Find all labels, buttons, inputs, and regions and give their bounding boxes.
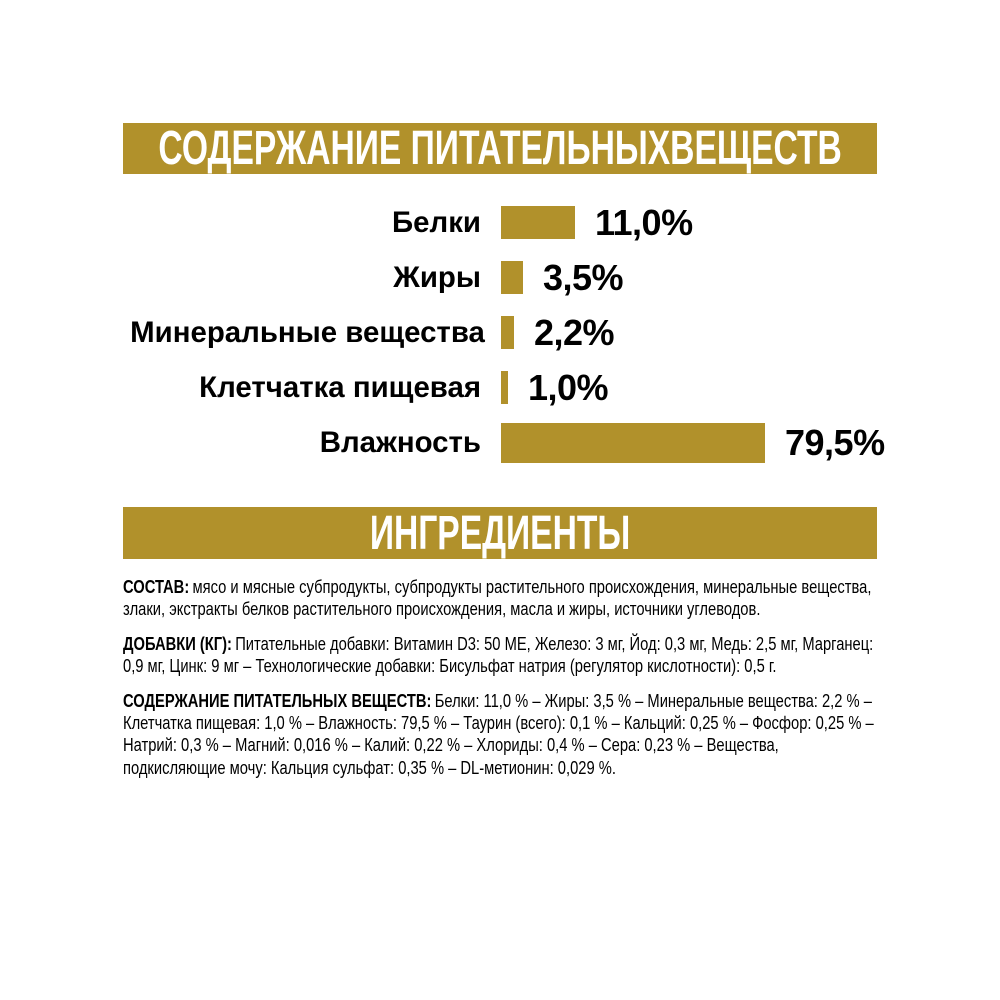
composition-label: СОСТАВ: <box>123 577 190 597</box>
nutrient-label: Жиры <box>393 260 481 294</box>
nutrients-chart <box>123 195 885 470</box>
additives-section <box>123 633 877 678</box>
chart-row <box>123 305 877 360</box>
nutrient-value: 3,5% <box>543 256 624 298</box>
chart-row <box>123 360 877 415</box>
chart-row <box>123 250 877 305</box>
nutrient-bar <box>501 371 508 404</box>
ingredients-banner-title: ИНГРЕДИЕНТЫ <box>369 506 631 560</box>
nutrient-content-section <box>123 690 877 780</box>
nutrient-label: Белки <box>392 205 481 239</box>
nutrient-value: 1,0% <box>528 366 609 408</box>
nutrient-label: Клетчатка пищевая <box>199 370 481 404</box>
nutrients-banner <box>123 123 877 174</box>
nutrient-label: Влажность <box>319 425 481 459</box>
nutrient-bar <box>501 206 575 239</box>
ingredients-banner <box>123 507 877 559</box>
chart-row <box>123 195 877 250</box>
nutrient-bar <box>501 423 765 463</box>
nutrient-content-text: Белки: 11,0 % – Жиры: 3,5 % – Минеральные вещества: 2,2 % – Клетчатка пищевая: 1,0 % – Влажность: 79,5 % – Таурин (всего): 0,1 % – Кальций: 0,25 % – Фосфор: 0,25 % – Натрий: 0,3 % – Магний: 0,016 % – Калий: 0,22 % – Хлориды: 0,4 % – Сера: 0,23 % – Вещества, подкисляющие мочу: Кальция сульфат: 0,35 % – DL-метионин: 0,029 %. <box>123 690 874 778</box>
additives-label: ДОБАВКИ (КГ): <box>123 633 232 654</box>
additives-text: Питательные добавки: Витамин D3: 50 МЕ, Железо: 3 мг, Йод: 0,3 мг, Медь: 2,5 мг, Марганец: 0,9 мг, Цинк: 9 мг – Технологические добавки: Бисульфат натрия (регулятор кислотности): 0,5 г. <box>123 633 874 677</box>
nutrient-value: 11,0% <box>595 201 693 243</box>
composition-section <box>123 576 877 621</box>
nutrient-bar <box>501 316 514 349</box>
nutrient-value: 2,2% <box>534 311 615 353</box>
nutrient-value: 79,5% <box>785 421 885 463</box>
nutrient-bar <box>501 261 523 294</box>
nutrients-banner-title: СОДЕРЖАНИЕ ПИТАТЕЛЬНЫХВЕЩЕСТВ <box>158 122 842 175</box>
composition-text: мясо и мясные субпродукты, субпродукты растительного происхождения, минеральные вещества, злаки, экстракты белков растительного происхождения, масла и жиры, источники углеводов. <box>123 577 872 620</box>
chart-row <box>123 415 885 470</box>
nutrient-label: Минеральные вещества <box>130 315 485 349</box>
nutrient-content-label: СОДЕРЖАНИЕ ПИТАТЕЛЬНЫХ ВЕЩЕСТВ: <box>123 690 432 711</box>
ingredients-paragraphs <box>123 576 877 791</box>
